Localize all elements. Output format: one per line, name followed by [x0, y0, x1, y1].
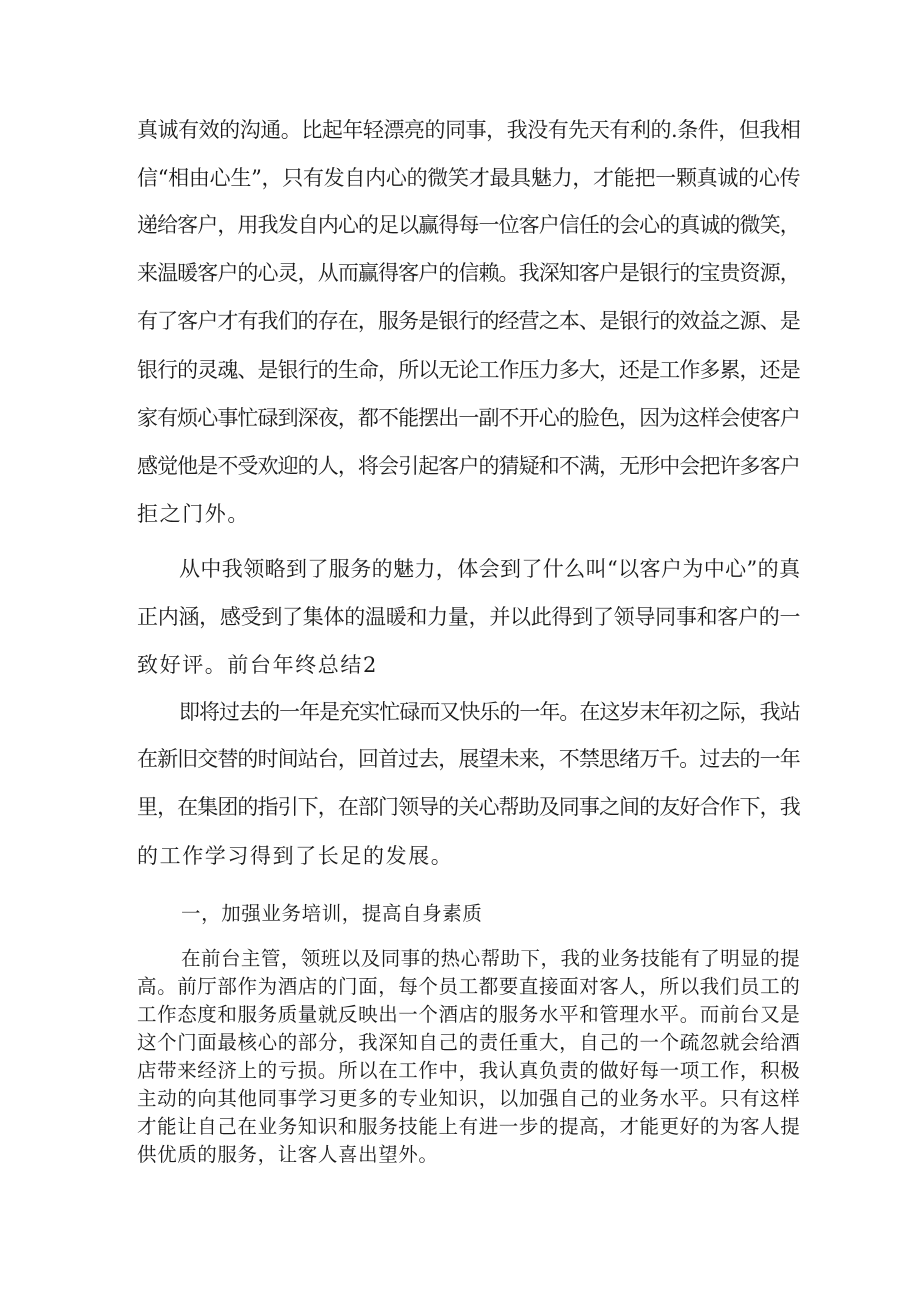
text-line: 正内涵，感受到了集体的温暖和力量，并以此得到了领导同事和客户的一	[137, 605, 801, 629]
text-line: 高。前厅部作为酒店的门面，每个员工都要直接面对客人，所以我们员工的	[137, 975, 801, 998]
text-line: 的工作学习得到了长足的发展。	[137, 844, 454, 868]
text-line: 递给客户，用我发自内心的足以赢得每一位客户信任的会心的真诚的微笑，	[137, 213, 800, 237]
text-line: 有了客户才有我们的存在，服务是银行的经营之本、是银行的效益之源、是	[137, 309, 800, 333]
text-line: 才能让自己在业务知识和服务技能上有进一步的提高，才能更好的为客人提	[137, 1115, 801, 1138]
section-heading: 一，加强业务培训，提高自身素质	[181, 902, 483, 925]
text-line: 店带来经济上的亏损。所以在工作中，我认真负责的做好每一项工作，积极	[137, 1059, 801, 1082]
text-line: 里，在集团的指引下，在部门领导的关心帮助及同事之间的友好合作下，我	[137, 795, 800, 819]
text-line: 银行的灵魂、是银行的生命，所以无论工作压力多大，还是工作多累，还是	[137, 358, 800, 382]
text-line: 这个门面最核心的部分，我深知自己的责任重大，自己的一个疏忽就会给酒	[137, 1031, 801, 1054]
text-line: 信“相由心生”，只有发自内心的微笑才最具魅力，才能把一颗真诚的心传	[137, 166, 801, 190]
text-line: 致好评。前台年终总结2	[137, 653, 378, 677]
text-line: 感觉他是不受欢迎的人，将会引起客户的猜疑和不满，无形中会把许多客户	[137, 454, 800, 478]
text-line: 从中我领略到了服务的魅力，体会到了什么叫“以客户为中心”的真	[179, 557, 801, 581]
text-line: 拒之门外。	[137, 502, 250, 526]
text-line: 真诚有效的沟通。比起年轻漂亮的同事，我没有先天有利的.条件，但我相	[137, 118, 801, 142]
text-line: 在新旧交替的时间站台，回首过去，展望未来，不禁思绪万千。过去的一年	[137, 747, 800, 771]
text-line: 供优质的服务，让客人喜出望外。	[137, 1143, 439, 1166]
text-line: 来温暖客户的心灵，从而赢得客户的信赖。我深知客户是银行的宝贵资源，	[137, 261, 800, 285]
text-line: 即将过去的一年是充实忙碌而又快乐的一年。在这岁末年初之际，我站	[179, 700, 800, 724]
text-line: 家有烦心事忙碌到深夜，都不能摆出一副不开心的脸色，因为这样会使客户	[137, 406, 800, 430]
text-line: 在前台主管，领班以及同事的热心帮助下，我的业务技能有了明显的提	[181, 947, 801, 970]
text-line: 工作态度和服务质量就反映出一个酒店的服务水平和管理水平。而前台又是	[137, 1003, 801, 1026]
text-line: 主动的向其他同事学习更多的专业知识，以加强自己的业务水平。只有这样	[137, 1087, 801, 1110]
